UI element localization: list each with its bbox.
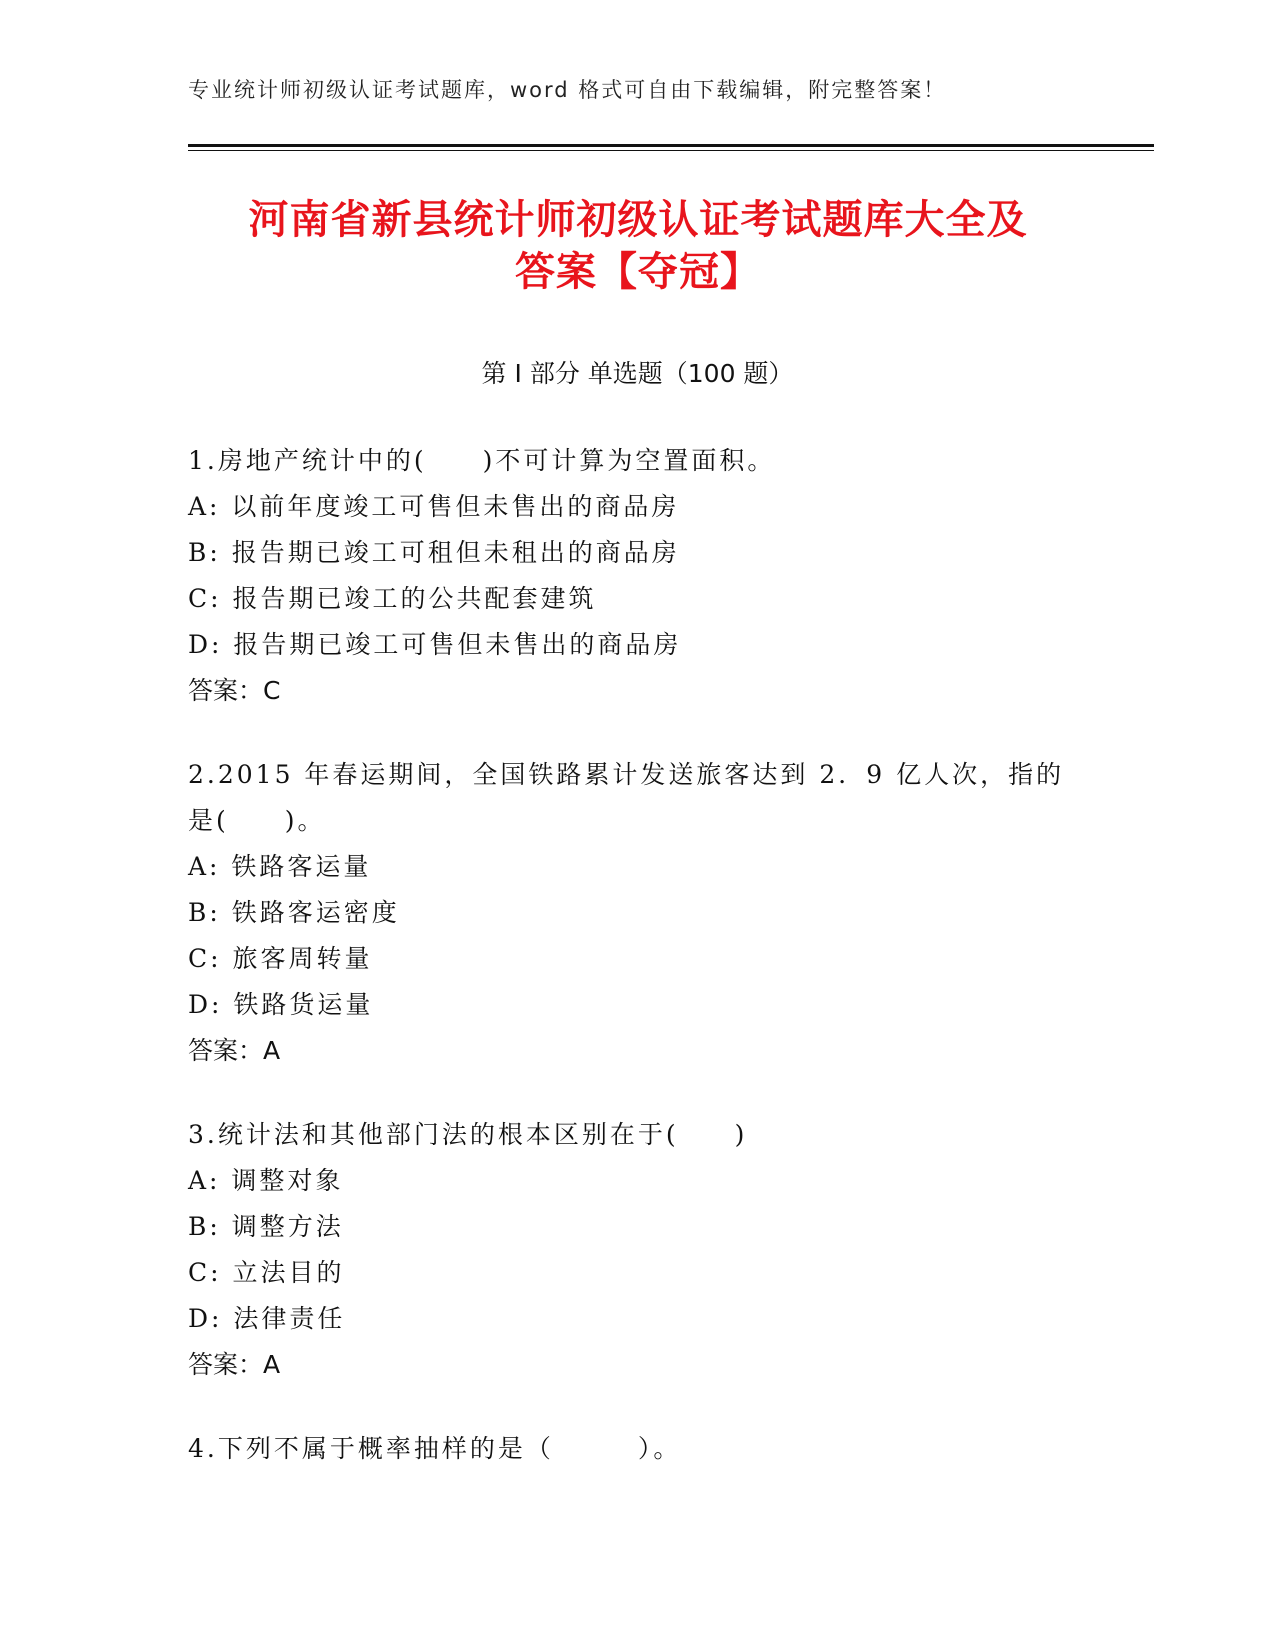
- question-list: [188, 438, 1088, 1510]
- question-3: [188, 1112, 1088, 1388]
- question-text: 3.统计法和其他部门法的根本区别在于( ): [188, 1120, 748, 1149]
- option-a: A: 铁路客运量: [188, 852, 372, 881]
- document-title: [188, 194, 1088, 298]
- option-c: C: 立法目的: [188, 1258, 345, 1287]
- question-text: 4.下列不属于概率抽样的是（ ）。: [188, 1434, 682, 1463]
- question-1: [188, 438, 1088, 714]
- answer: 答案：A: [188, 1036, 281, 1065]
- question-2: [188, 752, 1088, 1074]
- option-d: D: 报告期已竣工可售但未售出的商品房: [188, 630, 682, 659]
- title-line-2: 答案【夺冠】: [515, 249, 761, 295]
- option-a: A: 调整对象: [188, 1166, 344, 1195]
- option-d: D: 法律责任: [188, 1304, 346, 1333]
- option-b: B: 报告期已竣工可租但未租出的商品房: [188, 538, 680, 567]
- section-heading: 第 I 部分 单选题（100 题）: [481, 359, 794, 388]
- question-4: [188, 1426, 1088, 1472]
- option-d: D: 铁路货运量: [188, 990, 374, 1019]
- answer: 答案：C: [188, 676, 281, 705]
- answer: 答案：A: [188, 1350, 281, 1379]
- question-text: 1.房地产统计中的( )不可计算为空置面积。: [188, 446, 776, 475]
- header-rule-thick: [188, 144, 1154, 147]
- option-b: B: 调整方法: [188, 1212, 344, 1241]
- option-a: A: 以前年度竣工可售但未售出的商品房: [188, 492, 680, 521]
- option-b: B: 铁路客运密度: [188, 898, 400, 927]
- option-c: C: 旅客周转量: [188, 944, 373, 973]
- title-line-1: 河南省新县统计师初级认证考试题库大全及: [248, 197, 1028, 243]
- header-rule-thin: [188, 150, 1154, 151]
- option-c: C: 报告期已竣工的公共配套建筑: [188, 584, 597, 613]
- header-note: 专业统计师初级认证考试题库，word 格式可自由下载编辑，附完整答案！: [188, 78, 947, 102]
- question-text: 2.2015 年春运期间，全国铁路累计发送旅客达到 2．9 亿人次，指的是( )。: [188, 760, 1065, 835]
